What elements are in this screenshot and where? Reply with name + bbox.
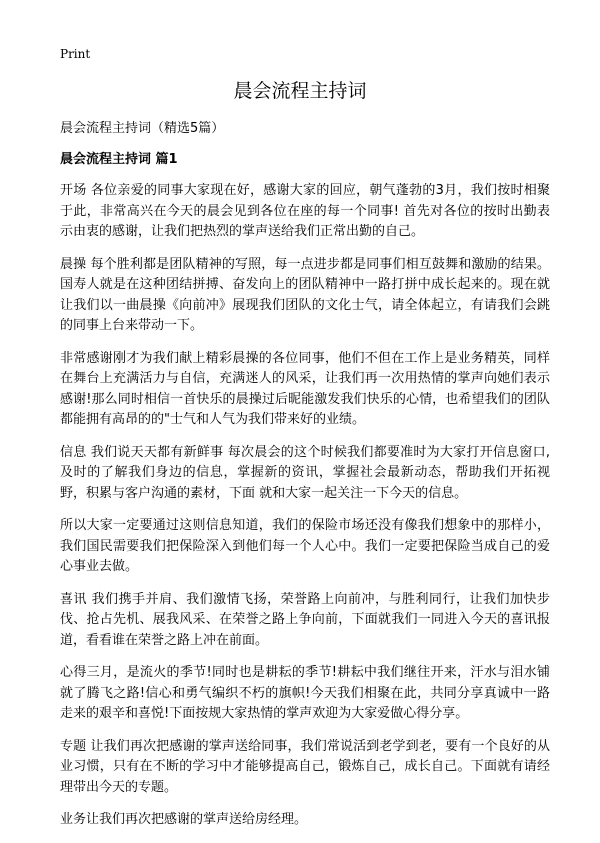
paragraph-good-news: 喜讯 我们携手并肩、我们激情飞扬，荣誉路上向前冲，与胜利同行，让我们加快步伐、抢占先机、展我风采、在荣誉之路上争向前，下面就我们一同进入今天的喜讯报道，看看谁在荣誉之路上冲在前面。: [60, 591, 550, 648]
paragraph-morning-exercise: 晨操 每个胜利都是团队精神的写照，每一点进步都是同事们相互鼓舞和激励的结果。国寿人就是在这种团结拼搏、奋发向上的团队精神中一路打拼中成长起来的。现在就让我们以一曲晨操《向前冲》展现我们团队的文化士气，请全体起立，有请我们会跳的同事上台来带动一下。: [60, 256, 550, 333]
document-body: [60, 181, 550, 843]
paragraph-insurance-market: 所以大家一定要通过这则信息知道，我们的保险市场还没有像我们想象中的那样小，我们国民需要我们把保险深入到他们每一个人心中。我们一定要把保险当成自己的爱心事业去做。: [60, 518, 550, 574]
paragraph-opening: 开场 各位亲爱的同事大家现在好，感谢大家的回应，朝气蓬勃的3月，我们按时相聚于此，非常高兴在今天的晨会见到各位在座的每一个同事! 首先对各位的按时出勤表示由衷的感谢，让我们把热烈的掌声送给我们正常出勤的自己。: [60, 183, 550, 239]
print-label: Print: [60, 47, 91, 61]
paragraph-special-topic: 专题 让我们再次把感谢的掌声送给同事，我们常说活到老学到老，要有一个良好的从业习惯，只有在不断的学习中才能够提高自己，锻炼自己，成长自己。下面就有请经理带出今天的专题。: [60, 738, 550, 795]
paragraph-information: 信息 我们说天天都有新鲜事 每次晨会的这个时候我们都要准时为大家打开信息窗口,及时的了解我们身边的信息，掌握新的资讯，掌握社会最新动态，帮助我们开拓视野，积累与客户沟通的素材，下面 就和大家一起关注一下今天的信息。: [60, 444, 550, 501]
document-title: 晨会流程主持词: [233, 80, 367, 102]
section-heading: 晨会流程主持词 篇1: [60, 152, 178, 167]
paragraph-business: 业务让我们再次把感谢的掌声送给房经理。: [60, 812, 308, 827]
document-subtitle: 晨会流程主持词（精选5篇）: [60, 121, 225, 136]
paragraph-experience-sharing: 心得三月，是流火的季节!同时也是耕耘的季节!耕耘中我们继往开来，汗水与泪水铺就了腾飞之路!信心和勇气编织不朽的旗帜!今天我们相聚在此，共同分享真诚中一路走来的艰辛和喜悦!下面按规大家热情的掌声欢迎为大家爱做心得分享。: [60, 665, 550, 721]
paragraph-thanks: 非常感谢刚才为我们献上精彩晨操的各位同事，他们不但在工作上是业务精英，同样在舞台上充满活力与自信，充满迷人的风采，让我们再一次用热情的掌声向她们表示感谢!那么同时相信一首快乐的晨操过后昵能激发我们快乐的心情，也希望我们的团队都能拥有高昂的的"士气和人气为我们带来好的业绩。: [60, 350, 550, 427]
